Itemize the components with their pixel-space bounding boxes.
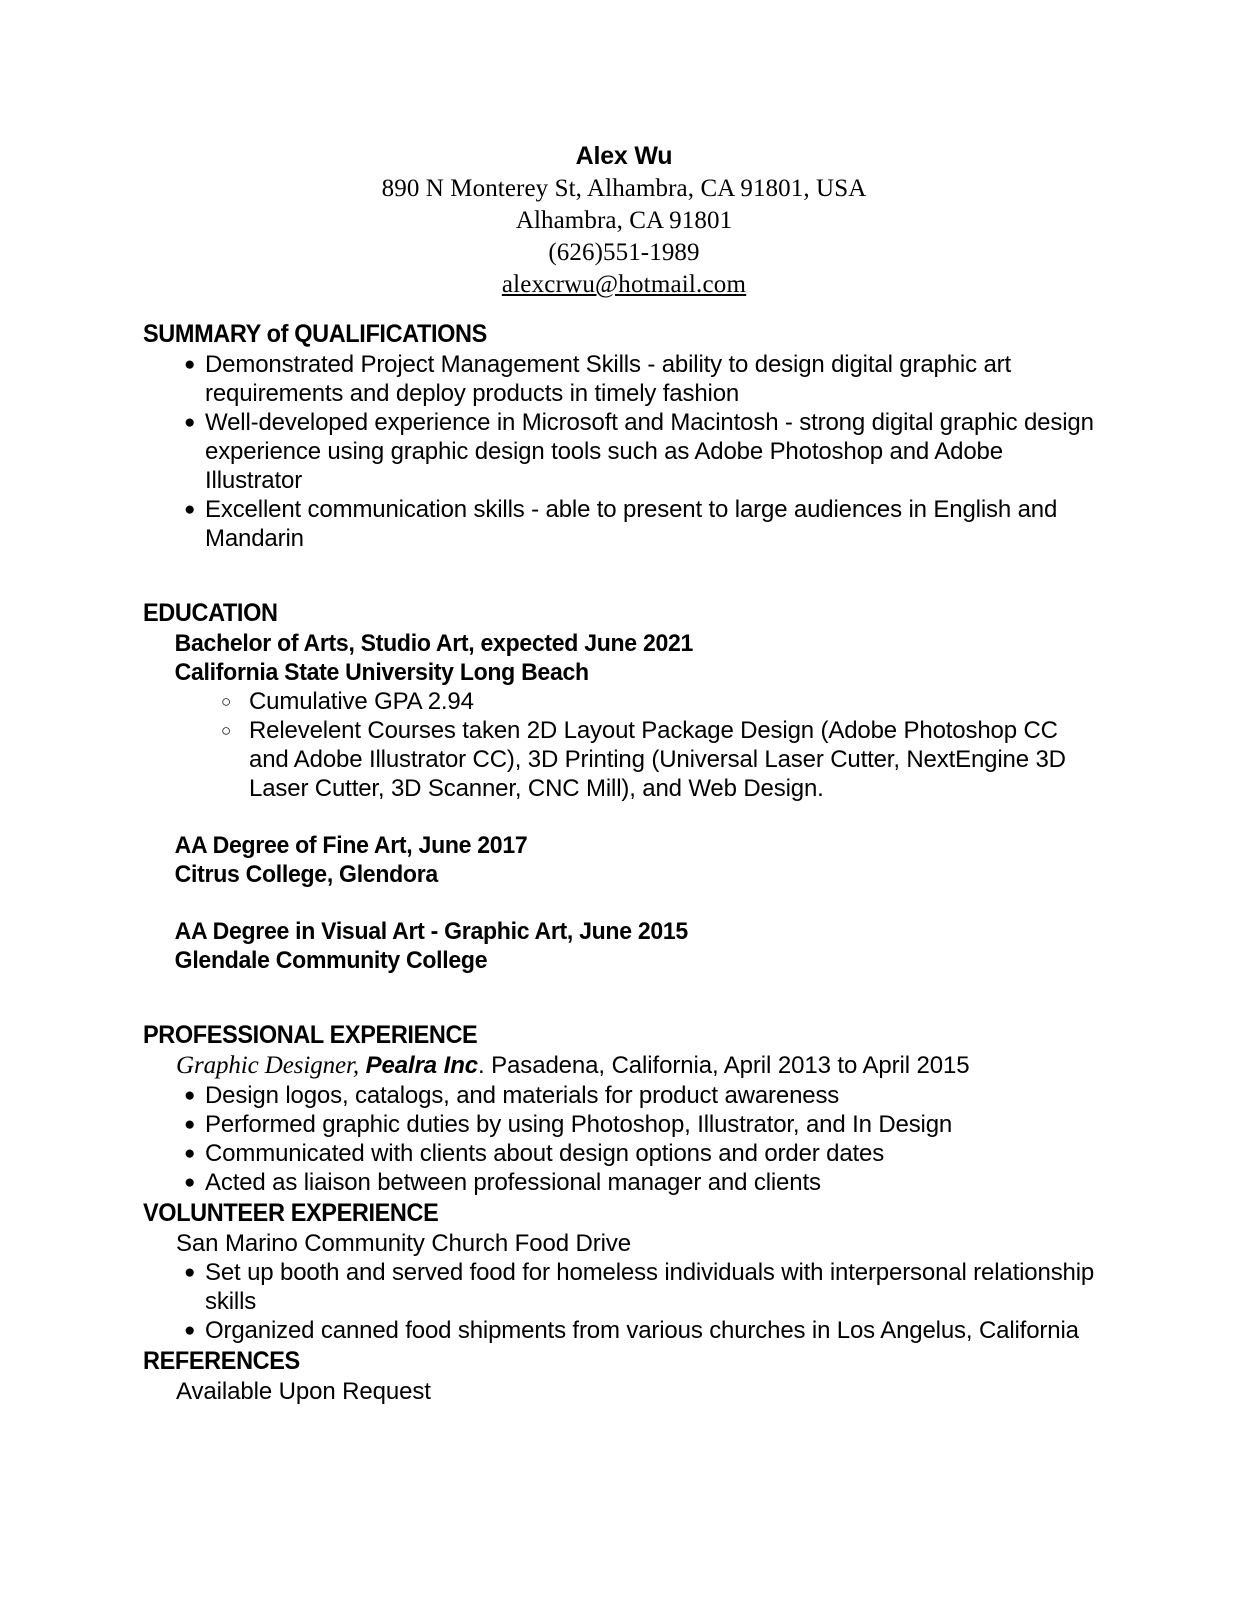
spacer: [143, 889, 1103, 917]
list-item: [143, 350, 1103, 408]
education-school-1: California State University Long Beach: [174, 659, 589, 686]
section-professional-experience: [143, 1019, 1103, 1197]
job-role: Graphic Designer,: [176, 1052, 360, 1079]
resume-header: [0, 140, 1248, 301]
volunteer-bullet-list: [143, 1258, 1103, 1345]
filled-bullet-icon: ●: [184, 412, 196, 433]
list-item: [143, 495, 1103, 553]
filled-bullet-icon: ●: [184, 1085, 196, 1106]
references-heading: REFERENCES: [143, 1347, 300, 1375]
city-state-zip: Alhambra, CA 91801: [515, 207, 733, 234]
education-school-3: Glendale Community College: [174, 947, 488, 974]
email-link-text: alexcrwu@hotmail.com: [501, 271, 747, 298]
list-item: [143, 1168, 1103, 1197]
list-item-text: Relevelent Courses taken 2D Layout Package Design (Adobe Photoshop CC and Adobe Illustrator CC), 3D Printing (Universal Laser Cutter, NextEngine 3D Laser Cutter, 3D Scanner, CNC Mill), and Web Design.: [249, 717, 1066, 802]
education-degree-2: AA Degree of Fine Art, June 2017: [174, 832, 528, 859]
spacer: [143, 975, 1103, 1019]
list-item-text: Design logos, catalogs, and materials for product awareness: [205, 1082, 840, 1109]
summary-bullet-list: [143, 350, 1103, 553]
list-item: [143, 1258, 1103, 1316]
street-address: 890 N Monterey St, Alhambra, CA 91801, USA: [381, 175, 867, 202]
list-item-text: Well-developed experience in Microsoft and Macintosh - strong digital graphic design experience using graphic design tools such as Adobe Photoshop and Adobe Illustrator: [205, 409, 1094, 494]
summary-heading: SUMMARY of QUALIFICATIONS: [143, 320, 487, 348]
list-item-text: Communicated with clients about design options and order dates: [205, 1140, 885, 1167]
section-references: [143, 1345, 1103, 1406]
filled-bullet-icon: ●: [184, 1320, 196, 1341]
hollow-bullet-icon: ○: [221, 692, 232, 711]
hollow-bullet-icon: ○: [221, 721, 232, 740]
list-item-text: Acted as liaison between professional manager and clients: [205, 1169, 821, 1196]
job-company: Pealra Inc: [365, 1052, 478, 1079]
section-summary: [143, 318, 1103, 553]
section-volunteer-experience: [143, 1197, 1103, 1345]
list-item: [143, 1316, 1103, 1345]
list-item-text: Excellent communication skills - able to present to large audiences in English and Mandarin: [205, 496, 1058, 552]
section-education: [143, 597, 1103, 975]
list-item: [143, 687, 1103, 716]
filled-bullet-icon: ●: [184, 354, 196, 375]
list-item-text: Cumulative GPA 2.94: [249, 688, 474, 715]
education-detail-list: [143, 687, 1103, 803]
list-item: [143, 716, 1103, 803]
volunteer-heading: VOLUNTEER EXPERIENCE: [143, 1199, 439, 1227]
filled-bullet-icon: ●: [184, 1262, 196, 1283]
list-item: [143, 1081, 1103, 1110]
job-location-dates: . Pasadena, California, April 2013 to April 2015: [478, 1052, 970, 1079]
list-item-text: Organized canned food shipments from various churches in Los Angelus, California: [205, 1317, 1079, 1344]
filled-bullet-icon: ●: [184, 1114, 196, 1135]
education-degree-1: Bachelor of Arts, Studio Art, expected June 2021: [174, 630, 694, 657]
spacer: [143, 803, 1103, 831]
list-item-text: Set up booth and served food for homeless individuals with interpersonal relationship skills: [205, 1259, 1095, 1315]
education-school-2: Citrus College, Glendora: [174, 861, 438, 888]
volunteer-organization: San Marino Community Church Food Drive: [176, 1230, 632, 1257]
education-heading: EDUCATION: [143, 599, 278, 627]
filled-bullet-icon: ●: [184, 499, 196, 520]
candidate-name: Alex Wu: [575, 142, 673, 170]
list-item: [143, 408, 1103, 495]
filled-bullet-icon: ●: [184, 1143, 196, 1164]
professional-bullet-list: [143, 1081, 1103, 1197]
list-item: [143, 1110, 1103, 1139]
list-item: [143, 1139, 1103, 1168]
job-title-line: [143, 1051, 1103, 1081]
list-item-text: Performed graphic duties by using Photoshop, Illustrator, and In Design: [205, 1111, 953, 1138]
education-degree-3: AA Degree in Visual Art - Graphic Art, June 2015: [174, 918, 688, 945]
filled-bullet-icon: ●: [184, 1172, 196, 1193]
spacer: [143, 553, 1103, 597]
email-address[interactable]: [0, 269, 1248, 301]
phone-number: (626)551-1989: [548, 239, 700, 266]
references-text: Available Upon Request: [176, 1378, 431, 1405]
professional-heading: PROFESSIONAL EXPERIENCE: [143, 1021, 478, 1049]
list-item-text: Demonstrated Project Management Skills - ability to design digital graphic art requirements and deploy products in timely fashion: [205, 351, 1012, 407]
resume-body: [143, 318, 1103, 1406]
